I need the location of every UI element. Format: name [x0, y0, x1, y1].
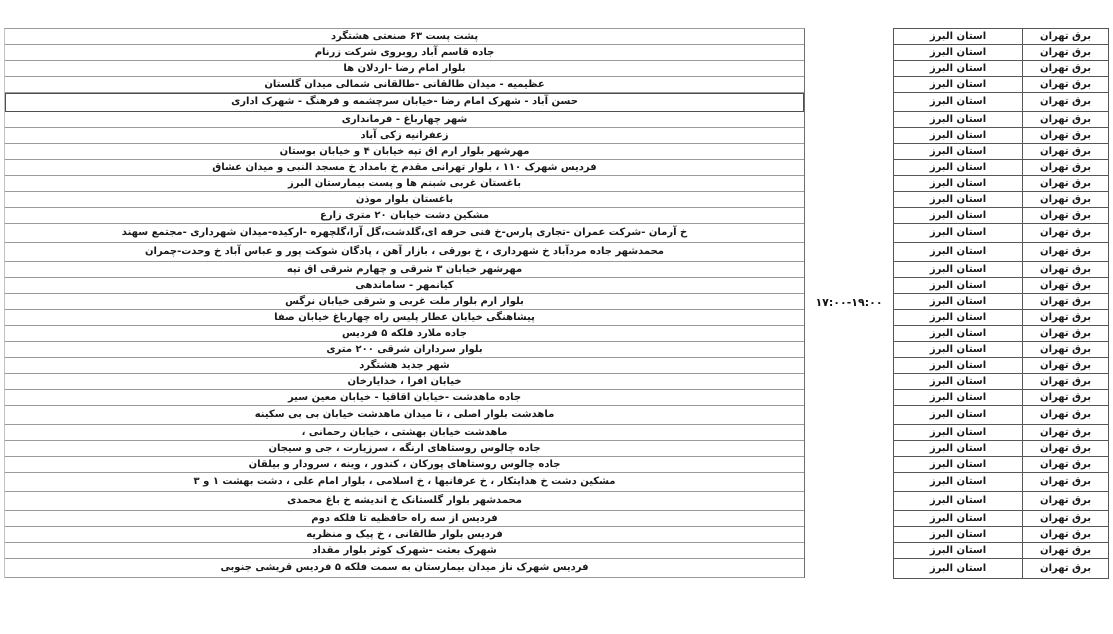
outage-address-row [5, 160, 804, 176]
utility-cell: برق تهران [1022, 374, 1108, 389]
province-utility-row [894, 559, 1108, 578]
address-cell: باغستان غربی شبنم ها و پست بیمارستان البرز [288, 177, 521, 189]
province-cell: استان البرز [929, 495, 987, 506]
utility-cell: برق تهران [1022, 278, 1108, 293]
province-cell: استان البرز [929, 113, 987, 125]
outage-address-row [5, 278, 804, 294]
address-cell: مشکین دشت خ هدایتکار ، خ عرفانیها ، خ اسلامی ، بلوار امام علی ، دشت بهشت ۱ و ۳ [193, 476, 616, 487]
province-cell: استان البرز [929, 409, 987, 420]
utility-cell: برق تهران [1022, 61, 1108, 76]
outage-address-row [5, 559, 804, 578]
utility-cell: برق تهران [1022, 144, 1108, 159]
outage-address-row [5, 262, 804, 278]
province-cell: استان البرز [929, 426, 987, 438]
province-utility-row [894, 406, 1108, 425]
province-utility-row [894, 511, 1108, 527]
utility-cell: برق تهران [1022, 527, 1108, 542]
address-cell: خ آرمان -شرکت عمران -تجاری پارس-خ فنی حرفه ای،گلدشت،گل آرا،گلچهره -ارکیده-میدان شهرداری -مجتمع سهند [121, 227, 688, 238]
province-cell: استان البرز [929, 279, 987, 291]
address-cell: شهر چهارباغ - فرمانداری [341, 113, 468, 125]
address-cell: شهر جدید هشتگرد [359, 359, 450, 371]
province-cell: استان البرز [929, 311, 987, 323]
outage-address-row [5, 342, 804, 358]
outage-address-row [5, 45, 804, 61]
province-utility-row [894, 45, 1108, 61]
outage-address-row [5, 425, 804, 441]
utility-cell: برق تهران [1022, 160, 1108, 175]
utility-cell: برق تهران [1022, 243, 1108, 261]
province-utility-row [894, 192, 1108, 208]
outage-address-row [5, 310, 804, 326]
address-cell: ماهدشت بلوار اصلی ، تا میدان ماهدشت خیابان بی بی سکینه [254, 409, 555, 420]
outage-address-row [5, 390, 804, 406]
province-cell: استان البرز [929, 96, 987, 107]
address-cell: شهرک بعثت -شهرک کوثر بلوار مقداد [312, 544, 497, 556]
outage-time-label: ۱۷:۰۰-۱۹:۰۰ [815, 296, 883, 309]
utility-cell: برق تهران [1022, 176, 1108, 191]
outage-address-row [5, 457, 804, 473]
province-cell: استان البرز [929, 327, 987, 339]
address-cell: پشت پست ۶۳ صنعتی هشتگرد [330, 30, 479, 42]
province-utility-row [894, 243, 1108, 262]
address-cell: فردیس بلوار طالقانی ، خ پیک و منظریه [306, 528, 503, 540]
utility-cell: برق تهران [1022, 77, 1108, 92]
province-utility-row [894, 492, 1108, 511]
province-cell: استان البرز [929, 177, 987, 189]
utility-cell: برق تهران [1022, 358, 1108, 373]
address-cell: فردیس شهرک ناز میدان بیمارستان به سمت فلکه ۵ فردیس قریشی جنوبی [220, 562, 589, 573]
outage-address-row [5, 543, 804, 559]
address-cell: مهرشهر بلوار ارم اق تپه خیابان ۴ و خیابان بوستان [279, 145, 530, 157]
province-utility-row [894, 208, 1108, 224]
address-cell: بلوار ارم بلوار ملت غربی و شرقی خیابان نرگس [285, 295, 524, 307]
province-utility-row [894, 77, 1108, 93]
address-cell: بلوار امام رضا -اردلان ها [343, 62, 466, 74]
province-utility-row [894, 543, 1108, 559]
province-utility-row [894, 128, 1108, 144]
province-cell: استان البرز [929, 391, 987, 403]
province-utility-row [894, 144, 1108, 160]
province-utility-row [894, 310, 1108, 326]
province-cell: استان البرز [929, 209, 987, 221]
address-cell: فردیس شهرک ۱۱۰ ، بلوار تهرانی مقدم خ بامداد خ مسجد النبی و میدان عشاق [212, 161, 597, 173]
utility-cell: برق تهران [1022, 511, 1108, 526]
outage-address-row [5, 61, 804, 77]
address-cell: پیشاهنگی خیابان عطار پلیس راه چهارباغ خیابان صفا [274, 311, 535, 323]
utility-cell: برق تهران [1022, 294, 1108, 309]
province-cell: استان البرز [929, 62, 987, 74]
province-cell: استان البرز [929, 46, 987, 58]
utility-cell: برق تهران [1022, 29, 1108, 44]
utility-cell: برق تهران [1022, 310, 1108, 325]
utility-cell: برق تهران [1022, 224, 1108, 242]
province-cell: استان البرز [929, 263, 987, 275]
utility-cell: برق تهران [1022, 473, 1108, 491]
province-cell: استان البرز [929, 246, 987, 257]
outage-address-row [5, 224, 804, 243]
province-cell: استان البرز [929, 161, 987, 173]
province-utility-row [894, 160, 1108, 176]
address-cell: خیابان افرا ، خدایارخان [347, 375, 462, 387]
province-utility-row [894, 342, 1108, 358]
province-cell: استان البرز [929, 78, 987, 90]
outage-address-row [5, 144, 804, 160]
address-cell: باغستان بلوار موذن [355, 193, 454, 205]
outage-address-row [5, 492, 804, 511]
province-cell: استان البرز [929, 145, 987, 157]
address-cell: فردیس از سه راه حافظیه تا فلکه دوم [311, 512, 498, 524]
province-utility-row [894, 473, 1108, 492]
province-cell: استان البرز [929, 30, 987, 42]
province-cell: استان البرز [929, 129, 987, 141]
utility-cell: برق تهران [1022, 543, 1108, 558]
province-utility-row [894, 29, 1108, 45]
outage-address-row [5, 374, 804, 390]
address-cell: جاده ماهدشت -خیابان اقاقیا - خیابان معین سیر [287, 391, 522, 403]
utility-cell: برق تهران [1022, 208, 1108, 223]
province-cell: استان البرز [929, 343, 987, 355]
province-cell: استان البرز [929, 375, 987, 387]
utility-cell: برق تهران [1022, 406, 1108, 424]
province-utility-row [894, 61, 1108, 77]
address-cell: جاده قاسم آباد روبروی شرکت زرنام [314, 46, 495, 58]
address-cell: زعفرانیه زکی آباد [360, 129, 449, 141]
utility-cell: برق تهران [1022, 390, 1108, 405]
address-cell: محمدشهر بلوار گلستانک خ اندیشه خ باغ محمدی [287, 495, 522, 506]
outage-address-row [5, 294, 804, 310]
address-cell: ماهدشت خیابان بهشتی ، خیابان رحمانی ، [301, 426, 508, 438]
province-cell: استان البرز [929, 476, 987, 487]
province-utility-row [894, 457, 1108, 473]
province-utility-row [894, 390, 1108, 406]
outage-address-row [5, 29, 804, 45]
outage-address-row [5, 511, 804, 527]
outage-address-row [5, 527, 804, 543]
outage-address-row [5, 473, 804, 492]
utility-cell: برق تهران [1022, 45, 1108, 60]
utility-cell: برق تهران [1022, 192, 1108, 207]
address-cell: مهرشهر خیابان ۳ شرقی و چهارم شرقی اق تپه [286, 263, 523, 275]
address-table [4, 28, 805, 578]
outage-address-row [5, 176, 804, 192]
province-cell: استان البرز [929, 442, 987, 454]
outage-address-row [5, 112, 804, 128]
outage-address-row [5, 208, 804, 224]
utility-cell: برق تهران [1022, 326, 1108, 341]
outage-address-row [5, 358, 804, 374]
utility-cell: برق تهران [1022, 457, 1108, 472]
province-cell: استان البرز [929, 193, 987, 205]
outage-address-row [5, 243, 804, 262]
province-utility-row [894, 278, 1108, 294]
outage-address-row [5, 326, 804, 342]
province-utility-row [894, 224, 1108, 243]
address-cell: بلوار سرداران شرقی ۲۰۰ متری [326, 343, 483, 355]
province-utility-row [894, 294, 1108, 310]
outage-address-row [5, 93, 804, 112]
time-column [805, 28, 893, 577]
outage-address-row [5, 406, 804, 425]
utility-cell: برق تهران [1022, 342, 1108, 357]
province-utility-row [894, 262, 1108, 278]
province-cell: استان البرز [929, 562, 987, 574]
outage-address-row [5, 192, 804, 208]
address-cell: حسن آباد - شهرک امام رضا -خیابان سرچشمه و فرهنگ - شهرک اداری [231, 96, 578, 107]
address-cell: مشکین دشت خیابان ۲۰ متری زارع [320, 209, 489, 221]
utility-cell: برق تهران [1022, 262, 1108, 277]
province-utility-row [894, 176, 1108, 192]
outage-address-row [5, 128, 804, 144]
province-cell: استان البرز [929, 458, 987, 470]
province-cell: استان البرز [929, 512, 987, 524]
province-utility-row [894, 441, 1108, 457]
address-cell: جاده چالوس روستاهای ارنگه ، سرزیارت ، جی و سیجان [268, 442, 541, 454]
province-cell: استان البرز [929, 295, 987, 307]
address-cell: جاده چالوس روستاهای پورکان ، کندور ، وینه ، سرودار و بیلقان [248, 458, 561, 470]
utility-cell: برق تهران [1022, 93, 1108, 111]
utility-cell: برق تهران [1022, 425, 1108, 440]
province-utility-row [894, 93, 1108, 112]
province-utility-table [893, 28, 1109, 579]
outage-address-row [5, 77, 804, 93]
outage-address-row [5, 441, 804, 457]
utility-cell: برق تهران [1022, 128, 1108, 143]
province-cell: استان البرز [929, 227, 987, 238]
utility-cell: برق تهران [1022, 112, 1108, 127]
address-cell: عظیمیه - میدان طالقانی -طالقانی شمالی میدان گلستان [264, 78, 545, 90]
address-cell: جاده ملارد فلکه ۵ فردیس [342, 327, 468, 339]
province-utility-row [894, 326, 1108, 342]
province-utility-row [894, 374, 1108, 390]
utility-cell: برق تهران [1022, 441, 1108, 456]
province-cell: استان البرز [929, 528, 987, 540]
address-cell: کیانمهر - ساماندهی [355, 279, 454, 291]
province-utility-row [894, 112, 1108, 128]
province-utility-row [894, 527, 1108, 543]
province-cell: استان البرز [929, 359, 987, 371]
utility-cell: برق تهران [1022, 559, 1108, 578]
province-utility-row [894, 425, 1108, 441]
address-cell: محمدشهر جاده مردآباد خ شهرداری ، خ بورقی ، بازار آهن ، پادگان شوکت پور و عباس آباد خ وحدت-چمران [145, 246, 664, 257]
utility-cell: برق تهران [1022, 492, 1108, 510]
province-cell: استان البرز [929, 544, 987, 556]
province-utility-row [894, 358, 1108, 374]
